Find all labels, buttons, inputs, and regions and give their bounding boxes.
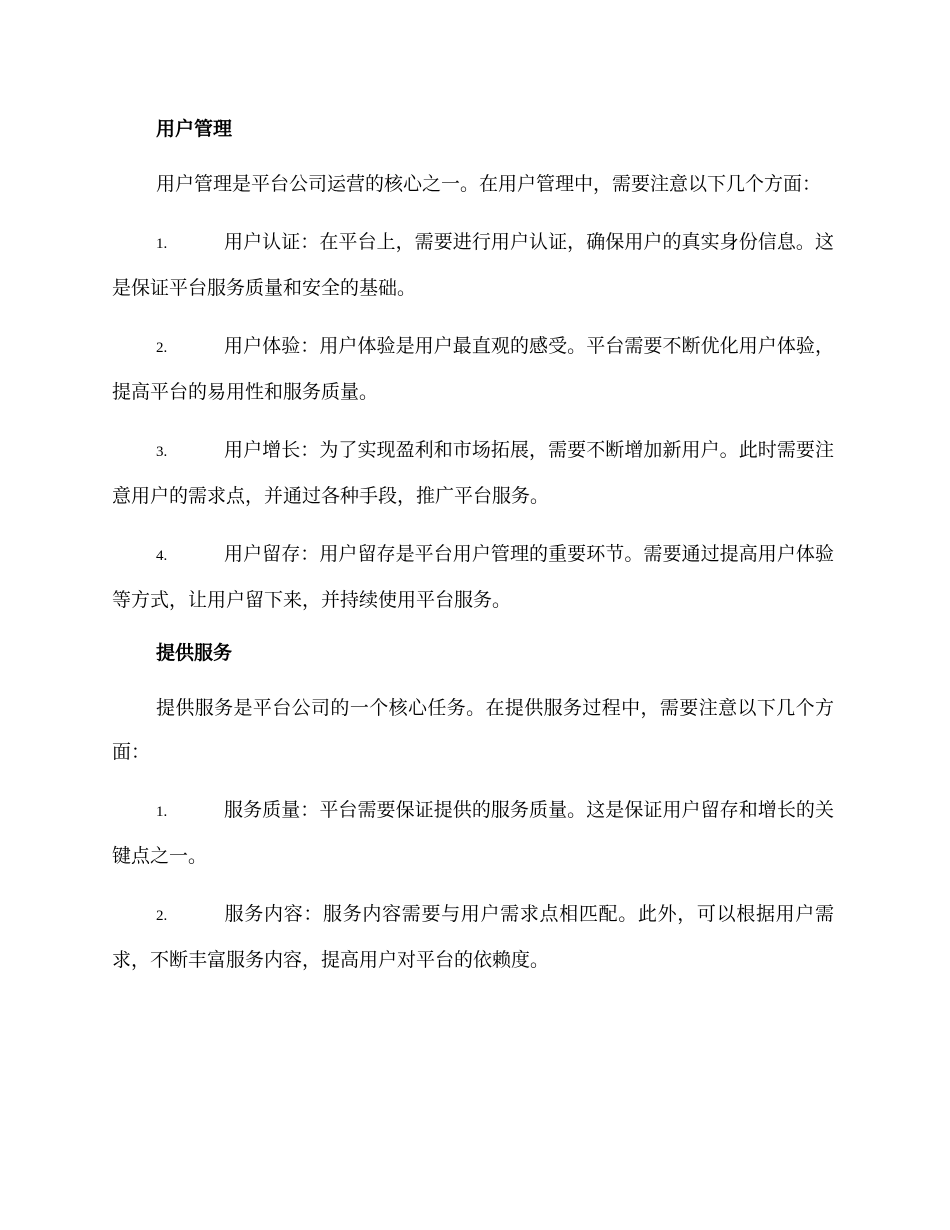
section-user-management bbox=[112, 112, 834, 622]
list-item-number: 1. bbox=[156, 804, 168, 820]
list-item-number: 2. bbox=[156, 908, 168, 924]
list-item-text: 用户认证：在平台上，需要进行用户认证，确保用户的真实身份信息。这是保证平台服务质量和安全的基础。 bbox=[112, 231, 834, 299]
list-item-text: 用户体验：用户体验是用户最直观的感受。平台需要不断优化用户体验，提高平台的易用性和服务质量。 bbox=[112, 335, 834, 403]
section-heading: 提供服务 bbox=[156, 642, 233, 664]
list-item bbox=[112, 324, 834, 414]
list-item bbox=[112, 428, 834, 518]
list-item-number: 4. bbox=[156, 548, 168, 564]
list-item-text: 用户留存：用户留存是平台用户管理的重要环节。需要通过提高用户体验等方式，让用户留下来，并持续使用平台服务。 bbox=[112, 543, 834, 611]
document-page bbox=[112, 112, 834, 996]
list-item bbox=[112, 892, 834, 982]
section-intro: 提供服务是平台公司的一个核心任务。在提供服务过程中，需要注意以下几个方面： bbox=[112, 697, 834, 763]
section-heading: 用户管理 bbox=[156, 118, 233, 140]
list-item-text: 服务质量：平台需要保证提供的服务质量。这是保证用户留存和增长的关键点之一。 bbox=[112, 799, 834, 867]
section-intro: 用户管理是平台公司运营的核心之一。在用户管理中，需要注意以下几个方面： bbox=[156, 173, 822, 195]
list-item bbox=[112, 220, 834, 310]
section-provide-services bbox=[112, 636, 834, 982]
list-item bbox=[112, 788, 834, 878]
list-item-number: 1. bbox=[156, 236, 168, 252]
list-item bbox=[112, 532, 834, 622]
list-item-text: 服务内容：服务内容需要与用户需求点相匹配。此外，可以根据用户需求，不断丰富服务内容，提高用户对平台的依赖度。 bbox=[112, 903, 834, 971]
list-item-number: 3. bbox=[156, 444, 168, 460]
list-item-text: 用户增长：为了实现盈利和市场拓展，需要不断增加新用户。此时需要注意用户的需求点，并通过各种手段，推广平台服务。 bbox=[112, 439, 834, 507]
list-item-number: 2. bbox=[156, 340, 168, 356]
